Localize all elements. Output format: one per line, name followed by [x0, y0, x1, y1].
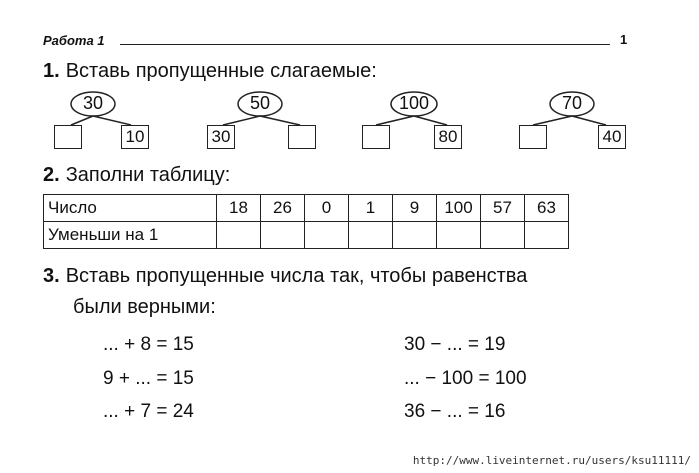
task3-text-line2: были верными: [73, 296, 216, 318]
addend-tree-3 [362, 92, 512, 162]
page-number: 1 [620, 32, 628, 47]
equation-left-2: 9 + ... = 15 [103, 368, 194, 389]
table-answer-cell[interactable] [217, 222, 261, 249]
equation-right-2: ... − 100 = 100 [404, 368, 527, 389]
equation-right-1: 30 − ... = 19 [404, 334, 506, 355]
source-url: http://www.liveinternet.ru/users/ksu11111/ [412, 454, 691, 467]
work-label: Работа 1 [43, 33, 105, 48]
table-cell-number: 63 [525, 195, 569, 222]
table-answer-cell[interactable] [481, 222, 525, 249]
table-cell-number: 26 [261, 195, 305, 222]
task1-text: Вставь пропущенные слагаемые: [65, 60, 377, 82]
task3-title [43, 265, 527, 288]
addend-tree-4 [519, 92, 669, 162]
table-answer-cell[interactable] [305, 222, 349, 249]
table-row-answers [44, 222, 569, 249]
task1-number: 1. [43, 60, 60, 82]
tree-1-right-box[interactable]: 10 [121, 125, 149, 149]
tree-3-left-box[interactable] [362, 125, 390, 149]
table-cell-number: 9 [393, 195, 437, 222]
tree-1-left-box[interactable] [54, 125, 82, 149]
addend-tree-2 [207, 92, 357, 162]
equation-left-1: ... + 8 = 15 [103, 334, 194, 355]
table-cell-number: 18 [217, 195, 261, 222]
table-row-numbers [44, 195, 569, 222]
equation-left-3: ... + 7 = 24 [103, 401, 194, 422]
table-answer-cell[interactable] [261, 222, 305, 249]
table-cell-number: 100 [437, 195, 481, 222]
tree-3-right-box[interactable]: 80 [434, 125, 462, 149]
tree-2-right-box[interactable] [288, 125, 316, 149]
number-table [43, 194, 569, 249]
addend-tree-1 [48, 92, 198, 162]
task2-text: Заполни таблицу: [65, 164, 231, 186]
task2-number: 2. [43, 164, 60, 186]
tree-3-sum: 100 [398, 93, 430, 113]
table-answer-cell[interactable] [393, 222, 437, 249]
tree-4-left-box[interactable] [519, 125, 547, 149]
tree-2-sum: 50 [249, 93, 271, 113]
task2-title [43, 164, 230, 187]
tree-1-sum: 30 [82, 93, 104, 113]
task1-title [43, 60, 377, 83]
tree-4-right-box[interactable]: 40 [598, 125, 626, 149]
table-answer-cell[interactable] [437, 222, 481, 249]
table-row-label: Число [44, 195, 217, 222]
task3-text-line1: Вставь пропущенные числа так, чтобы равенства [65, 265, 528, 287]
table-cell-number: 57 [481, 195, 525, 222]
table-cell-number: 0 [305, 195, 349, 222]
table-row-label: Уменьши на 1 [44, 222, 217, 249]
table-answer-cell[interactable] [525, 222, 569, 249]
tree-4-sum: 70 [561, 93, 583, 113]
task3-number: 3. [43, 265, 60, 287]
table-answer-cell[interactable] [349, 222, 393, 249]
tree-2-left-box[interactable]: 30 [207, 125, 235, 149]
equation-right-3: 36 − ... = 16 [404, 401, 506, 422]
header-rule [120, 44, 610, 45]
table-cell-number: 1 [349, 195, 393, 222]
